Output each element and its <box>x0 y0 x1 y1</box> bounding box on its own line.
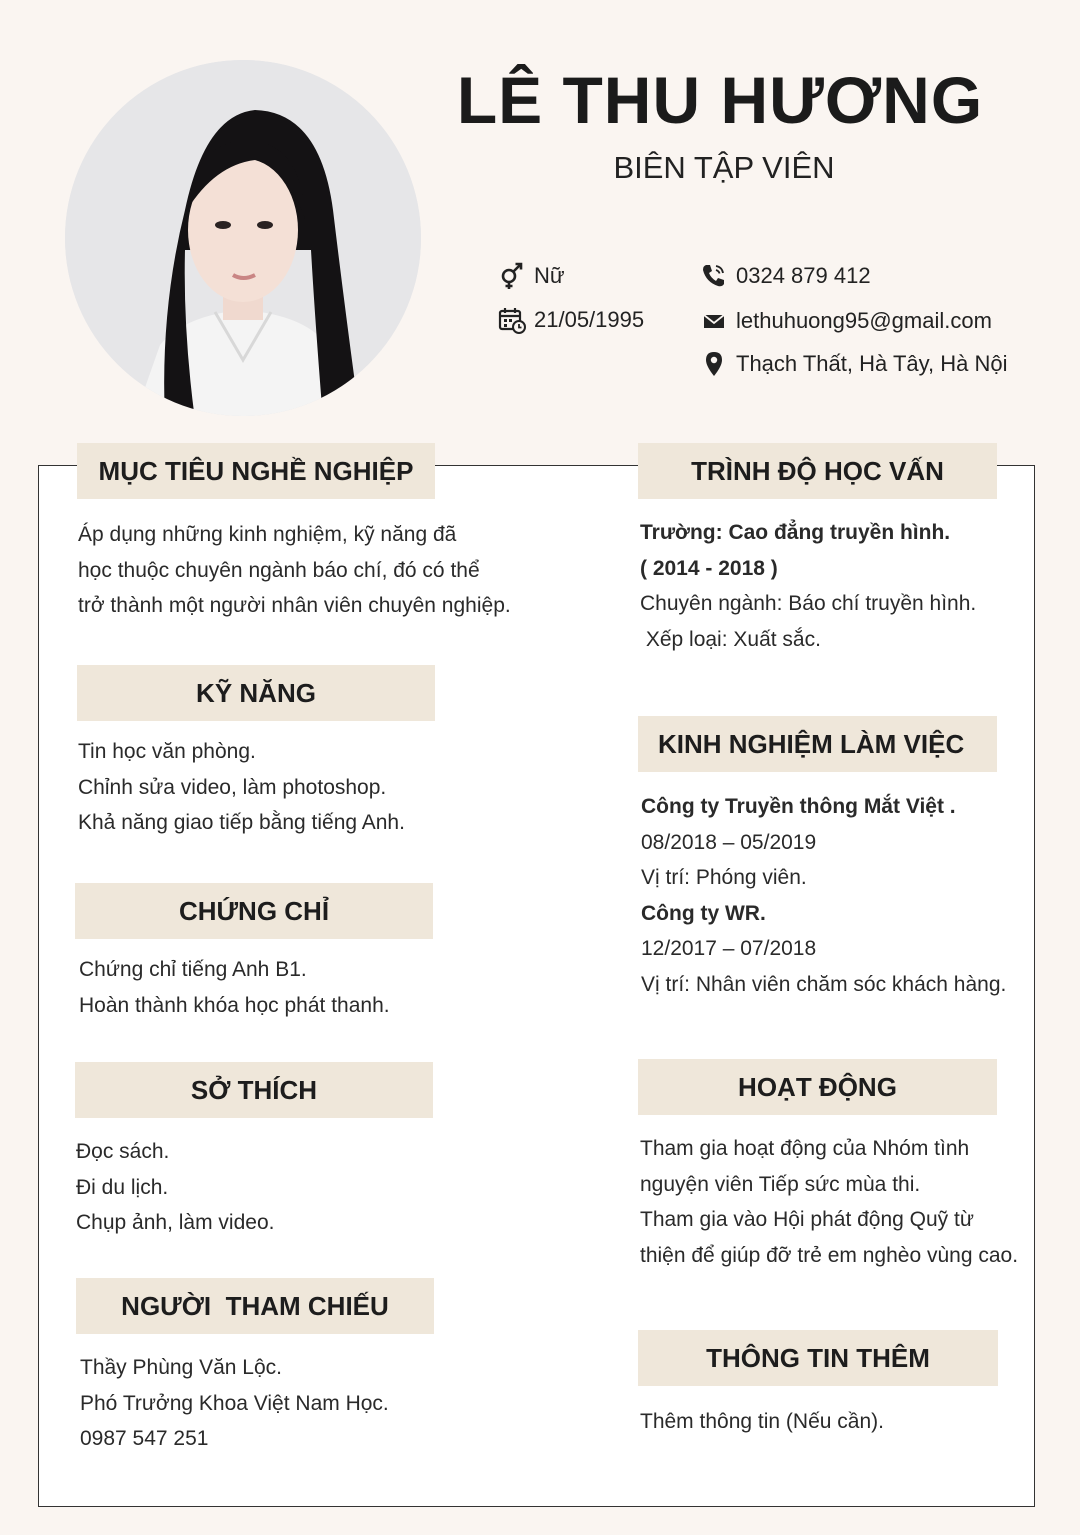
education-details <box>640 515 976 657</box>
gender-value: Nữ <box>534 263 565 288</box>
calendar-icon <box>498 306 526 334</box>
experience-period: 12/2017 – 07/2018 <box>641 937 817 960</box>
phone-value: 0324 879 412 <box>736 263 871 288</box>
objective-line: học thuộc chuyên ngành báo chí, đó có thể <box>78 558 480 582</box>
activity-line: thiện để giúp đỡ trẻ em nghèo vùng cao. <box>640 1243 1019 1267</box>
section-title-skills: KỸ NĂNG <box>77 665 435 721</box>
hobby-item: Chụp ảnh, làm video. <box>76 1211 275 1234</box>
section-title-education: TRÌNH ĐỘ HỌC VẤN <box>638 443 997 499</box>
experience-position: Vị trí: Phóng viên. <box>641 866 807 889</box>
gender-row <box>498 262 565 290</box>
gender-icon <box>498 262 526 290</box>
address-value: Thạch Thất, Hà Tây, Hà Nội <box>736 351 1008 376</box>
activity-line: nguyện viên Tiếp sức mùa thi. <box>640 1172 921 1196</box>
section-title-hobbies: SỞ THÍCH <box>75 1062 433 1118</box>
job-title: BIÊN TẬP VIÊN <box>613 150 835 185</box>
section-title-certificates: CHỨNG CHỈ <box>75 883 433 939</box>
hobby-item: Đi du lịch. <box>76 1175 169 1199</box>
skill-item: Tin học văn phòng. <box>78 740 256 763</box>
skill-item: Khả năng giao tiếp bằng tiếng Anh. <box>78 811 405 834</box>
additional-info <box>640 1404 884 1440</box>
reference-line: Thầy Phùng Văn Lộc. <box>80 1356 282 1379</box>
reference-line: 0987 547 251 <box>80 1427 209 1450</box>
skills-list <box>78 734 405 841</box>
certificate-item: Chứng chỉ tiếng Anh B1. <box>79 958 307 981</box>
skill-item: Chỉnh sửa video, làm photoshop. <box>78 775 387 799</box>
additional-line: Thêm thông tin (Nếu cần). <box>640 1410 884 1433</box>
activity-line: Tham gia hoạt động của Nhóm tình <box>640 1137 970 1160</box>
objective-line: trở thành một người nhân viên chuyên nghiệp. <box>78 594 511 617</box>
section-title-activities: HOẠT ĐỘNG <box>638 1059 997 1115</box>
birthday-value: 21/05/1995 <box>534 307 645 332</box>
activity-line: Tham gia vào Hội phát động Quỹ từ <box>640 1208 974 1231</box>
education-major: Chuyên ngành: Báo chí truyền hình. <box>640 592 977 615</box>
activities-list <box>640 1131 1018 1273</box>
education-period: ( 2014 - 2018 ) <box>640 556 778 580</box>
objective-text <box>78 517 511 624</box>
address-row <box>700 350 1007 378</box>
section-title-experience: KINH NGHIỆM LÀM VIỆC <box>638 716 997 772</box>
portrait-illustration <box>65 60 421 416</box>
section-title-additional: THÔNG TIN THÊM <box>638 1330 998 1386</box>
certificates-list <box>79 952 390 1023</box>
experience-company: Công ty WR. <box>641 901 766 925</box>
objective-line: Áp dụng những kinh nghiệm, kỹ năng đã <box>78 523 457 546</box>
phone-icon <box>700 262 728 290</box>
experience-list <box>641 789 1006 1002</box>
references-title-text: NGƯỜI THAM CHIẾU <box>121 1290 389 1321</box>
profile-photo <box>65 60 421 416</box>
references-list <box>80 1350 389 1457</box>
experience-company: Công ty Truyền thông Mắt Việt . <box>641 795 956 818</box>
email-value: lethuhuong95@gmail.com <box>736 308 992 333</box>
education-school: Trường: Cao đẳng truyền hình. <box>640 521 951 544</box>
reference-line: Phó Trưởng Khoa Việt Nam Học. <box>80 1391 389 1415</box>
location-icon <box>700 350 728 378</box>
hobbies-list <box>76 1134 274 1241</box>
certificate-item: Hoàn thành khóa học phát thanh. <box>79 993 390 1017</box>
experience-period: 08/2018 – 05/2019 <box>641 830 817 854</box>
education-rank: Xếp loại: Xuất sắc. <box>640 627 821 651</box>
section-title-objective: MỤC TIÊU NGHỀ NGHIỆP <box>77 443 435 499</box>
email-row <box>700 307 992 335</box>
phone-row <box>700 262 871 290</box>
birthday-row <box>498 306 644 334</box>
email-icon <box>700 307 728 335</box>
experience-position: Vị trí: Nhân viên chăm sóc khách hàng. <box>641 972 1007 996</box>
section-title-references <box>76 1278 434 1334</box>
candidate-name: LÊ THU HƯƠNG <box>456 63 984 137</box>
hobby-item: Đọc sách. <box>76 1140 170 1163</box>
